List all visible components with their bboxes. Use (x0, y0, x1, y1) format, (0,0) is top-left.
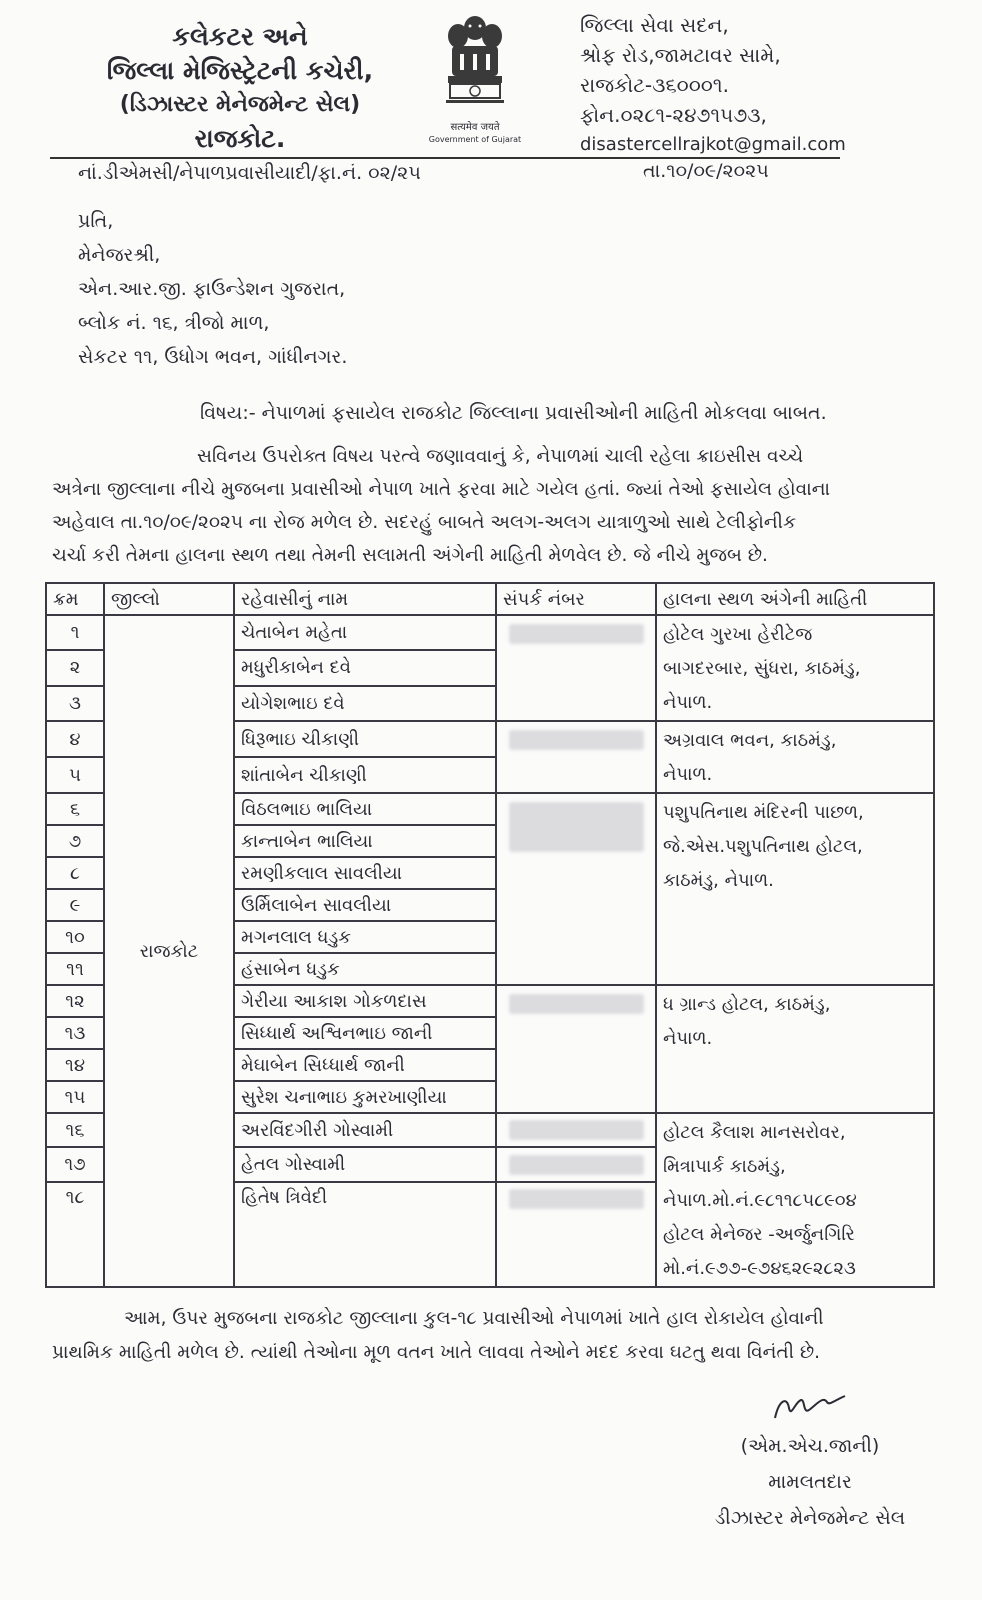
body-paragraph (52, 440, 932, 572)
location-info (656, 721, 934, 793)
location-line: અગ્રવાલ ભવન, કાઠમંડુ, (663, 730, 837, 751)
location-line: નેપાળ. (663, 692, 713, 713)
reference-number: નાં.ડીએમસી/નેપાળપ્રવાસીયાદી/ફા.નં. ૦૨/૨૫ (78, 162, 421, 184)
office-line: (ડિઝાસ્ટર મેનેજમેન્ટ સેલ) (119, 92, 361, 117)
subject-line: વિષય:- નેપાળમાં ફસાયેલ રાજકોટ જિલ્લાના પ્રવાસીઓની માહિતી મોકલવા બાબત. (200, 402, 827, 424)
body-line: અહેવાલ તા.૧૦/૦૯/૨૦૨૫ ના રોજ મળેલ છે. સદરહું બાબતે અલગ-અલગ યાત્રાળુઓ સાથે ટેલીફોનીક (52, 512, 797, 533)
resident-name: હેતલ ગોસ્વામી (234, 1147, 496, 1181)
serial-number: ૧૩ (46, 1017, 104, 1049)
serial-number: ૩ (46, 686, 104, 721)
location-info (656, 985, 934, 1113)
body-line: સવિનય ઉપરોક્ત વિષય પરત્વે જણાવવાનું કે, નેપાળમાં ચાલી રહેલા ક્રાઇસીસ વચ્ચે (197, 446, 804, 467)
column-header: રહેવાસીનું નામ (234, 583, 496, 615)
resident-name: ધિરૂભાઇ ચીકાણી (234, 721, 496, 757)
serial-number: ૧૧ (46, 953, 104, 985)
location-line: હોટેલ ગુરખા હેરીટેજ (663, 624, 813, 645)
handwritten-signature-icon (765, 1390, 855, 1428)
signatory-designation: મામલતદાર (768, 1471, 852, 1493)
serial-number: ૧૫ (46, 1081, 104, 1113)
office-line: રાજકોટ. (194, 124, 286, 153)
location-line: મિત્રાપાર્ક કાઠમંડુ, (663, 1156, 786, 1177)
location-line: ધ ગ્રાન્ડ હોટલ, કાઠમંડુ, (663, 994, 831, 1015)
serial-number: ૨ (46, 650, 104, 685)
location-info (656, 793, 934, 985)
serial-number: ૧ (46, 615, 104, 650)
resident-name: મધુરીકાબેન દવે (234, 650, 496, 685)
column-header: જીલ્લો (104, 583, 234, 615)
state-emblem (420, 12, 530, 162)
office-line: કલેકટર અને (172, 22, 308, 51)
traveller-table (45, 582, 935, 1288)
body-line: ચર્ચા કરી તેમના હાલના સ્થળ તથા તેમની સલામતી અંગેની માહિતી મેળવેલ છે. જે નીચે મુજબ છે. (52, 545, 768, 566)
serial-number: ૫ (46, 757, 104, 793)
address-line: રાજકોટ-૩૬૦૦૦૧. (580, 73, 729, 97)
emblem-motto: सत्यमेव जयते (450, 122, 500, 133)
address-line: જિલ્લા સેવા સદન, (580, 13, 729, 37)
body-line: અત્રેના જીલ્લાના નીચે મુજબના પ્રવાસીઓ નેપાળ ખાતે ફરવા માટે ગયેલ હતાં. જ્યાં તેઓ ફસાયેલ હોવાના (52, 479, 831, 500)
office-address (580, 10, 960, 160)
serial-number: ૧૦ (46, 921, 104, 953)
location-info (656, 1113, 934, 1287)
resident-name: રમણીકલાલ સાવલીયા (234, 857, 496, 889)
office-heading (70, 20, 410, 156)
closing-line: પ્રાથમિક માહિતી મળેલ છે. ત્યાંથી તેઓના મૂળ વતન ખાતે લાવવા તેઓને મદદ કરવા ઘટતુ થવા વિનંતી છે. (52, 1342, 821, 1363)
location-line: હોટલ મેનેજર -અર્જુનગિરિ (663, 1224, 855, 1245)
serial-number: ૧૭ (46, 1147, 104, 1181)
column-header: ક્રમ (46, 583, 104, 615)
serial-number: ૧૬ (46, 1113, 104, 1147)
address-line: શ્રોફ રોડ,જામટાવર સામે, (580, 43, 781, 67)
serial-number: ૭ (46, 825, 104, 857)
resident-name: હિતેષ ત્રિવેદી (234, 1182, 496, 1287)
resident-name: વિઠલભાઇ ભાલિયા (234, 793, 496, 825)
recipient-line: એન.આર.જી. ફાઉન્ડેશન ગુજરાત, (78, 278, 346, 300)
location-line: જે.એસ.પશુપતિનાથ હોટલ, (663, 836, 863, 857)
resident-name: ઉર્મિલાબેન સાવલીયા (234, 889, 496, 921)
resident-name: સુરેશ ચનાભાઇ કુમરખાણીયા (234, 1081, 496, 1113)
address-line: ફોન.૦૨૮૧-૨૪૭૧૫૭૩, (580, 103, 767, 127)
serial-number: ૯ (46, 889, 104, 921)
location-info (656, 615, 934, 721)
serial-number: ૧૪ (46, 1049, 104, 1081)
location-line: નેપાળ. (663, 764, 713, 785)
letter-date: તા.૧૦/૦૯/૨૦૨૫ (643, 160, 769, 182)
signatory-department: ડીઝાસ્ટર મેનેજમેન્ટ સેલ (714, 1507, 906, 1529)
resident-name: અરવિંદગીરી ગોસ્વામી (234, 1113, 496, 1147)
contact-number-redacted (496, 793, 656, 985)
recipient-line: બ્લોક નં. ૧૬, ત્રીજો માળ, (78, 312, 270, 334)
resident-name: ગેરીયા આકાશ ગોકળદાસ (234, 985, 496, 1017)
location-line: મો.નં.૯૭૭-૯૭૪૬૨૯૨૮૨૩ (663, 1258, 856, 1279)
closing-line: આમ, ઉપર મુજબના રાજકોટ જીલ્લાના કુલ-૧૮ પ્રવાસીઓ નેપાળમાં ખાતે હાલ રોકાયેલ હોવાની (124, 1308, 824, 1329)
serial-number: ૧૨ (46, 985, 104, 1017)
resident-name: સિધ્ધાર્થ અશ્વિનભાઇ જાની (234, 1017, 496, 1049)
lion-capital-icon (440, 12, 510, 117)
contact-number-redacted (496, 985, 656, 1113)
recipient-line: સેકટર ૧૧, ઉધોગ ભવન, ગાંધીનગર. (78, 346, 348, 368)
location-line: પશુપતિનાથ મંદિરની પાછળ, (663, 802, 864, 823)
recipient-line: પ્રતિ, (78, 210, 114, 232)
recipient-address (78, 204, 347, 374)
signatory-name: (એમ.એચ.જાની) (740, 1435, 880, 1457)
contact-number-redacted (496, 615, 656, 721)
location-line: નેપાળ.મો.નં.૯૮૧૧૮૫૮૯૦૪ (663, 1190, 857, 1211)
signature-block (680, 1390, 940, 1536)
contact-number-redacted (496, 1147, 656, 1181)
column-header: સંપર્ક નંબર (496, 583, 656, 615)
resident-name: મેઘાબેન સિધ્ધાર્થ જાની (234, 1049, 496, 1081)
contact-number-redacted (496, 721, 656, 793)
serial-number: ૮ (46, 857, 104, 889)
location-line: નેપાળ. (663, 1028, 713, 1049)
resident-name: ચેતાબેન મહેતા (234, 615, 496, 650)
recipient-line: મેનેજરશ્રી, (78, 244, 161, 266)
resident-name: યોગેશભાઇ દવે (234, 686, 496, 721)
table-header-row (46, 583, 934, 615)
closing-paragraph (52, 1302, 952, 1370)
location-line: હોટલ કૈલાશ માનસરોવર, (663, 1122, 846, 1143)
resident-name: મગનલાલ ધડુક (234, 921, 496, 953)
emblem-caption: Government of Gujarat (428, 135, 522, 144)
header-divider (50, 157, 840, 159)
resident-name: કાન્તાબેન ભાલિયા (234, 825, 496, 857)
contact-number-redacted (496, 1113, 656, 1147)
email-link[interactable]: disastercellrajkot@gmail.com (580, 134, 846, 155)
serial-number: ૬ (46, 793, 104, 825)
resident-name: શાંતાબેન ચીકાણી (234, 757, 496, 793)
resident-name: હંસાબેન ધડુક (234, 953, 496, 985)
serial-number: ૪ (46, 721, 104, 757)
location-line: બાગદરબાર, સુંધરા, કાઠમંડુ, (663, 658, 861, 679)
contact-number-redacted (496, 1182, 656, 1287)
location-line: કાઠમંડુ, નેપાળ. (663, 870, 774, 891)
serial-number: ૧૮ (46, 1182, 104, 1287)
table-row (46, 615, 934, 650)
office-line: જિલ્લા મેજિસ્ટ્રેટની કચેરી, (106, 56, 374, 85)
column-header: હાલના સ્થળ અંગેની માહિતી (656, 583, 934, 615)
district-cell: રાજકોટ (104, 615, 234, 1287)
